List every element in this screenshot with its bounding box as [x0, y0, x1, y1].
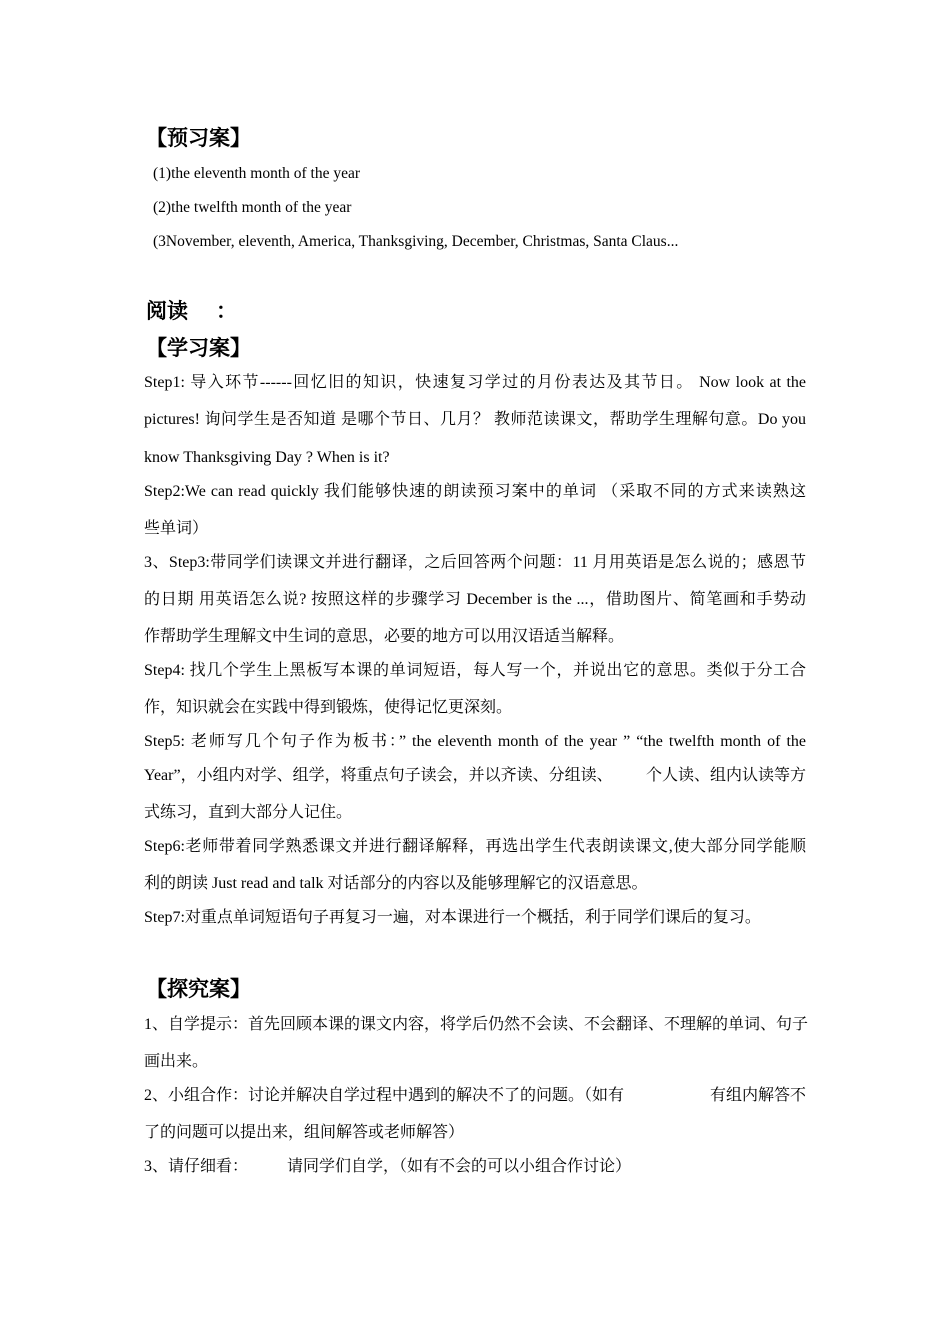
study-line: Step6:老师带着同学熟悉课文并进行翻译解释，再选出学生代表朗读课文,使大部分同学能顺 [144, 838, 806, 855]
explore-line: 1、自学提示：首先回顾本课的课文内容，将学后仍然不会读、不会翻译、不理解的单词、句子 [144, 1016, 809, 1033]
study-line: Step5: 老师写几个句子作为板书：” the eleventh month of the year ” “the twelfth month of the [144, 733, 806, 750]
preview-item: (1)the eleventh month of the year [153, 165, 361, 182]
explore-line: 有组内解答不 [709, 1087, 806, 1104]
reading-label-text: 阅读 [146, 299, 188, 323]
explore-heading: 【探究案】 [146, 977, 251, 1001]
study-line: 作帮助学生理解文中生词的意思，必要的地方可以用汉语适当解释。 [144, 628, 625, 645]
preview-item: (2)the twelfth month of the year [153, 199, 352, 216]
study-line: 作，知识就会在实践中得到锻炼，使得记忆更深刻。 [144, 699, 513, 716]
study-line: Step1: 导入环节------回忆旧的知识，快速复习学过的月份表达及其节日。 Now look at the [144, 374, 806, 391]
study-line: Step7:对重点单词短语句子再复习一遍，对本课进行一个概括，利于同学们课后的复习。 [144, 909, 761, 926]
study-line: 个人读、组内认读等方 [646, 767, 807, 784]
reading-label [146, 298, 237, 324]
study-line: Step2:We can read quickly 我们能够快速的朗读预习案中的单词 （采取不同的方式来读熟这 [144, 483, 806, 500]
study-line: Step4: 找几个学生上黑板写本课的单词短语，每人写一个，并说出它的意思。类似于分工合 [144, 662, 806, 679]
study-heading: 【学习案】 [146, 336, 251, 360]
explore-line: 了的问题可以提出来，组间解答或老师解答） [144, 1124, 465, 1141]
study-line: 3、Step3:带同学们读课文并进行翻译，之后回答两个问题：11 月用英语是怎么说的；感恩节 [144, 554, 806, 571]
study-line: 的日期 用英语怎么说? 按照这样的步骤学习 December is the ...，借助图片、简笔画和手势动 [144, 591, 806, 608]
study-line: pictures! 询问学生是否知道 是哪个节日、几月？ 教师范读课文，帮助学生理解句意。Do you [144, 411, 806, 428]
study-line: 式练习，直到大部分人记住。 [144, 804, 353, 821]
explore-line: 3、请仔细看： [144, 1158, 249, 1175]
preview-heading: 【预习案】 [146, 126, 251, 150]
preview-item: (3November, eleventh, America, Thanksgiving, December, Christmas, Santa Claus... [153, 233, 679, 250]
study-line: 利的朗读 Just read and talk 对话部分的内容以及能够理解它的汉语意思。 [144, 875, 648, 892]
study-line: 些单词） [144, 520, 209, 537]
study-line: Year”，小组内对学、组学，将重点句子读会，并以齐读、分组读、 [144, 767, 613, 784]
reading-colon: ： [216, 299, 237, 323]
study-line: know Thanksgiving Day ? When is it? [144, 449, 390, 466]
explore-line: 请同学们自学，（如有不会的可以小组合作讨论） [287, 1158, 632, 1175]
explore-line: 2、小组合作：讨论并解决自学过程中遇到的解决不了的问题。（如有 [144, 1087, 625, 1104]
explore-line: 画出来。 [144, 1053, 209, 1070]
